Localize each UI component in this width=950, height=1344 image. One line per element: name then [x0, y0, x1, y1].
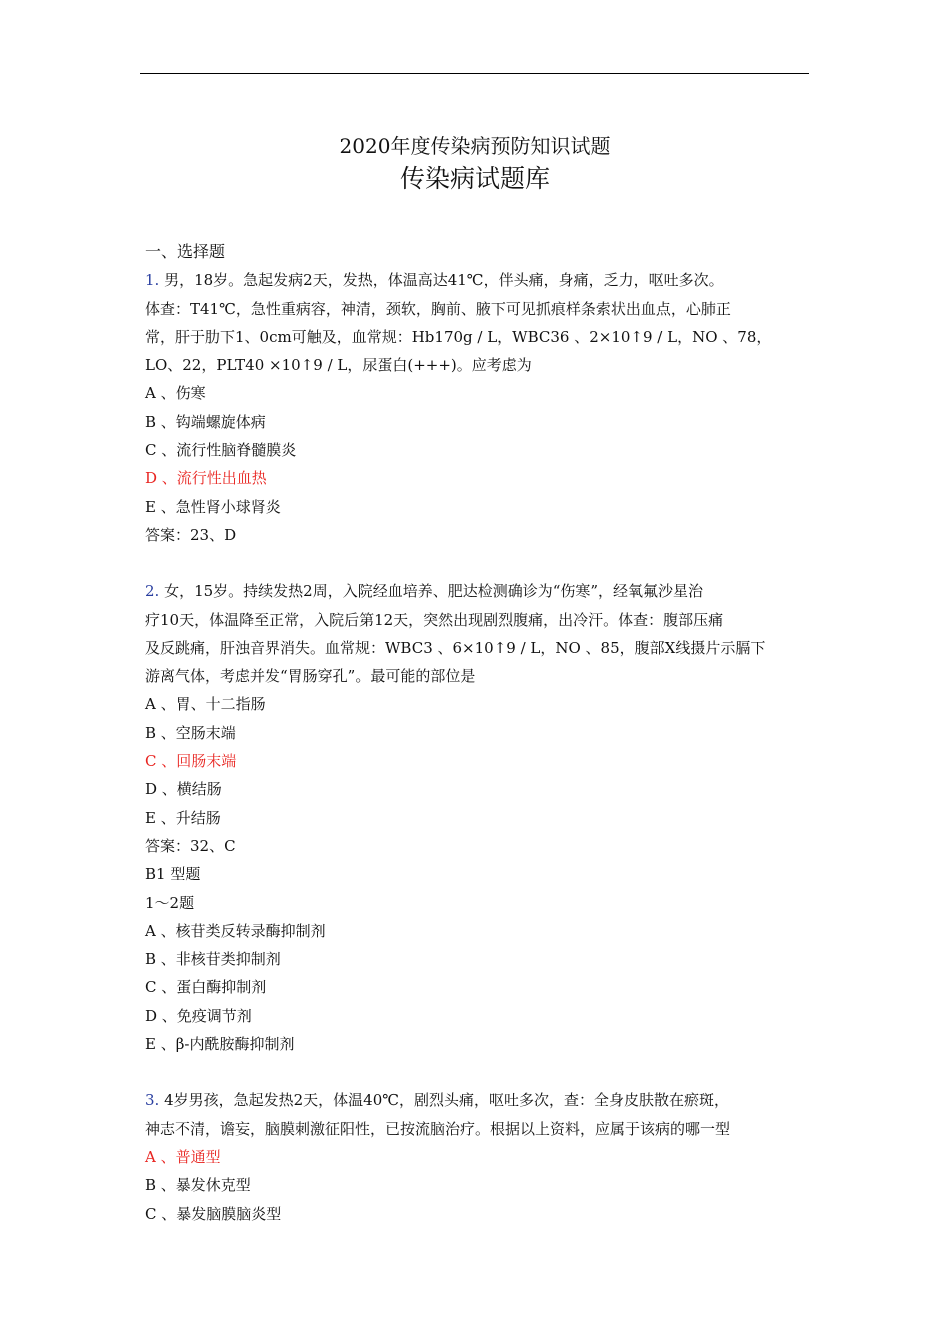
option-c: C 、暴发脑膜脑炎型 [145, 1204, 282, 1223]
option-a: A 、伤寒 [145, 384, 206, 403]
answer-line: 答案：32、C [145, 836, 236, 855]
question-3 [145, 1086, 809, 1227]
option-e: E 、升结肠 [145, 808, 221, 827]
question-stem-line: 2. 女，15岁。持续发热2周，入院经血培养、肥达检测确诊为“伤寒”，经氧氟沙星治 [145, 582, 704, 601]
question-stem-line: 1. 男，18岁。急起发病2天，发热，体温高达41℃，伴头痛，身痛，乏力，呕吐多次。 [145, 271, 724, 290]
question-number: 3. [145, 1091, 160, 1110]
option-b: B 、非核苷类抑制剂 [145, 950, 281, 969]
question-stem-line: LO、22，PLT40 ×10↑9 / L，尿蛋白(+++)。应考虑为 [145, 356, 532, 375]
b1-block [145, 860, 809, 1058]
page-title: 2020年度传染病预防知识试题 [339, 134, 611, 158]
question-stem-line: 神志不清，谵妄，脑膜刺激征阳性，已按流脑治疗。根据以上资料，应属于该病的哪一型 [145, 1119, 731, 1138]
option-b: B 、暴发休克型 [145, 1176, 251, 1195]
question-stem-line: 常，肝于肋下1、0cm可触及，血常规：Hb170g / L，WBC36 、2×10↑9 / L，NO 、78， [145, 327, 772, 346]
spacer [145, 1058, 809, 1086]
option-d: D 、免疫调节剂 [145, 1006, 252, 1025]
option-a: A 、胃、十二指肠 [145, 695, 266, 714]
header-rule [140, 73, 809, 74]
option-e: E 、β-内酰胺酶抑制剂 [145, 1035, 295, 1054]
page-subtitle: 传染病试题库 [399, 164, 550, 193]
question-2 [145, 577, 809, 860]
question-stem-line: 游离气体，考虑并发“胃肠穿孔”。最可能的部位是 [145, 667, 476, 686]
option-e: E 、急性肾小球肾炎 [145, 497, 281, 516]
question-number: 2. [145, 582, 160, 601]
option-d: D 、横结肠 [145, 780, 222, 799]
question-stem-line: 3. 4岁男孩，急起发热2天，体温40℃，剧烈头痛，呕吐多次，查：全身皮肤散在瘀斑， [145, 1091, 730, 1110]
question-1 [145, 266, 809, 549]
option-c: C 、蛋白酶抑制剂 [145, 978, 267, 997]
question-stem-line: 及反跳痛，肝浊音界消失。血常规：WBC3 、6×10↑9 / L，NO 、85，腹部X线摄片示膈下 [145, 638, 766, 657]
spacer [145, 549, 809, 577]
b1-type-label: B1 型题 [145, 865, 201, 884]
option-c: C 、流行性脑脊髓膜炎 [145, 441, 297, 460]
b1-range-label: 1～2题 [145, 893, 195, 912]
option-a: A 、核苷类反转录酶抑制剂 [145, 921, 326, 940]
option-b: B 、钩端螺旋体病 [145, 412, 266, 431]
option-b: B 、空肠末端 [145, 723, 236, 742]
question-number: 1. [145, 271, 160, 290]
answer-line: 答案：23、D [145, 525, 237, 544]
option-c-correct: C 、回肠末端 [145, 752, 237, 771]
document-body [145, 238, 809, 1228]
option-a-correct: A 、普通型 [145, 1147, 221, 1166]
option-d-correct: D 、流行性出血热 [145, 469, 267, 488]
section-heading: 一、选择题 [145, 242, 226, 261]
question-stem-line: 疗10天，体温降至正常，入院后第12天，突然出现剧烈腹痛，出冷汗。体查：腹部压痛 [145, 610, 724, 629]
question-stem-line: 体查：T41℃，急性重病容，神清，颈软，胸前、腋下可见抓痕样条索状出血点，心肺正 [145, 299, 731, 318]
